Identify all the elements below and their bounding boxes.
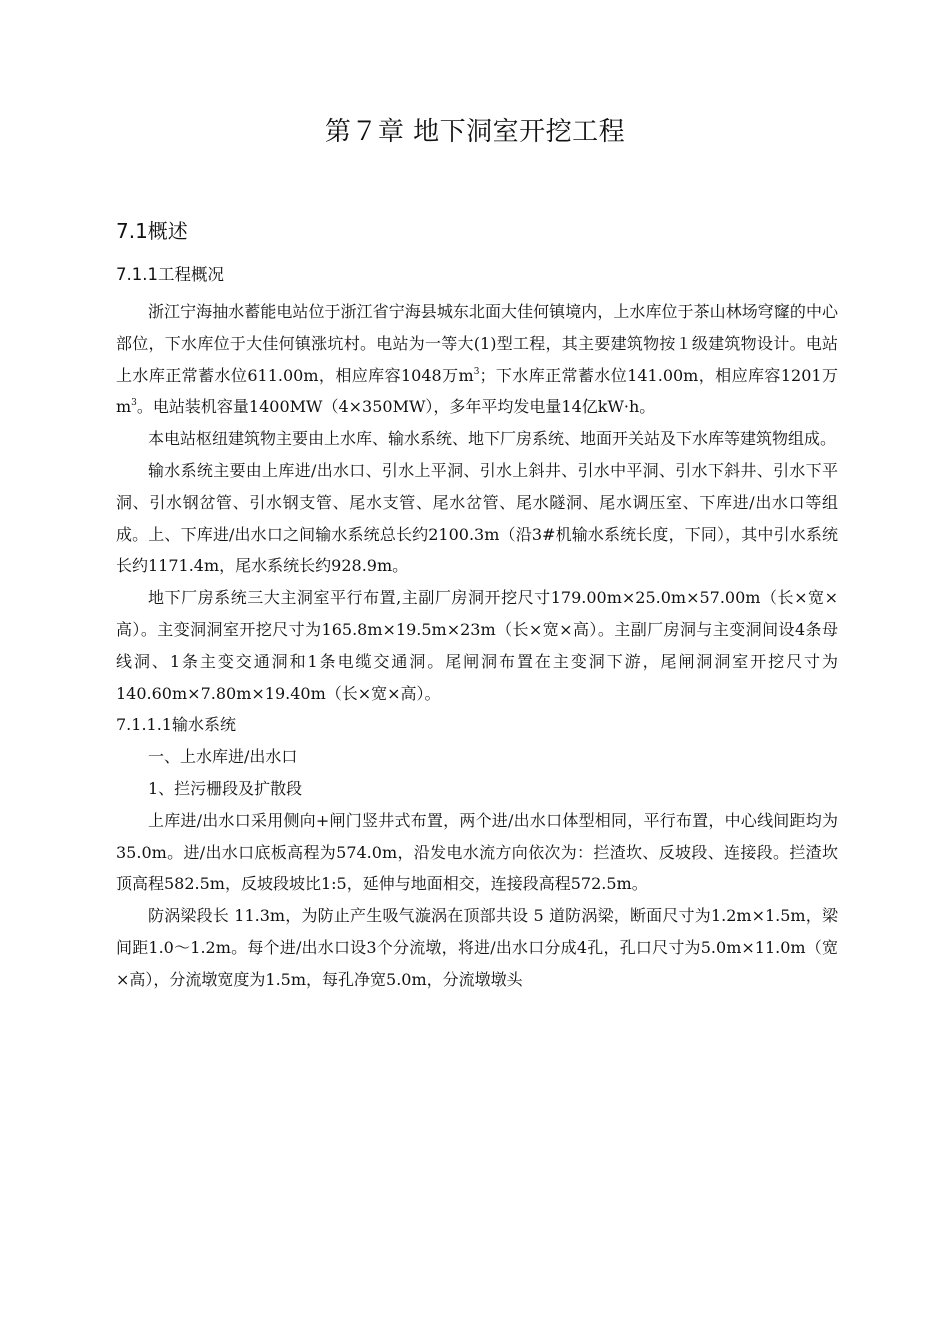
paragraph-overview-part-b: ；下水库正常蓄水位141.00m，相应库容1201万m bbox=[116, 365, 838, 417]
paragraph-vortex-beams: 防涡梁段长 11.3m，为防止产生吸气漩涡在顶部共设 5 道防涡梁，断面尺寸为1.2m×1.5m，梁间距1.0～1.2m。每个进/出水口设3个分流墩，将进/出水口分成4孔，孔口尺寸为5.0m×11.0m（宽×高），分流墩宽度为1.5m，每孔净宽5.0m，分流墩墩头 bbox=[116, 906, 838, 989]
chapter-title: 第７章 地下洞室开挖工程 bbox=[324, 117, 626, 147]
paragraph-overview bbox=[116, 296, 838, 423]
list-item-trash-rack: 1、拦污栅段及扩散段 bbox=[148, 778, 303, 798]
heading-water-conveyance: 7.1.1.1输水系统 bbox=[116, 715, 236, 735]
paragraph-overview-part-c: 。电站装机容量1400MW（4×350MW），多年平均发电量14亿kW·h。 bbox=[136, 397, 656, 417]
superscript-cubic: 3 bbox=[131, 398, 137, 409]
body-text bbox=[116, 296, 838, 996]
subsection-heading: 7.1.1工程概况 bbox=[116, 265, 224, 284]
list-item-upper-intake: 一、上水库进/出水口 bbox=[148, 747, 298, 767]
paragraph-intake-layout: 上库进/出水口采用侧向+闸门竖井式布置，两个进/出水口体型相同，平行布置，中心线间距均为35.0m。进/出水口底板高程为574.0m，沿发电水流方向依次为：拦渣坎、反坡段、连接段。拦渣坎顶高程582.5m，反坡段坡比1:5，延伸与地面相交，连接段高程572.5m。 bbox=[116, 810, 838, 894]
paragraph-structures: 本电站枢纽建筑物主要由上水库、输水系统、地下厂房系统、地面开关站及下水库等建筑物组成。 bbox=[148, 429, 837, 449]
paragraph-water-system: 输水系统主要由上库进/出水口、引水上平洞、引水上斜井、引水中平洞、引水下斜井、引水下平洞、引水钢岔管、引水钢支管、尾水支管、尾水岔管、尾水隧洞、尾水调压室、下库进/出水口等组成。上、下库进/出水口之间输水系统总长约2100.3m（沿3#机输水系统长度，下同），其中引水系统长约1171.4m，尾水系统长约928.9m。 bbox=[116, 460, 838, 576]
paragraph-overview-part-a: 浙江宁海抽水蓄能电站位于浙江省宁海县城东北面大佳何镇境内，上水库位于茶山林场穹窿的中心部位，下水库位于大佳何镇涨坑村。电站为一等大(1)型工程，其主要建筑物按１级建筑物设计。电站上水库正常蓄水位611.00m，相应库容1048万m bbox=[116, 302, 838, 385]
paragraph-powerhouse: 地下厂房系统三大主洞室平行布置,主副厂房洞开挖尺寸179.00m×25.0m×57.00m（长×宽×高）。主变洞洞室开挖尺寸为165.8m×19.5m×23m（长×宽×高）。主副厂房洞与主变洞间设4条母线洞、1条主变交通洞和1条电缆交通洞。尾闸洞布置在主变洞下游，尾闸洞洞室开挖尺寸为140.60m×7.80m×19.40m（长×宽×高）。 bbox=[116, 588, 838, 703]
section-heading: 7.1概述 bbox=[116, 219, 188, 243]
superscript-cubic: 3 bbox=[473, 366, 480, 377]
